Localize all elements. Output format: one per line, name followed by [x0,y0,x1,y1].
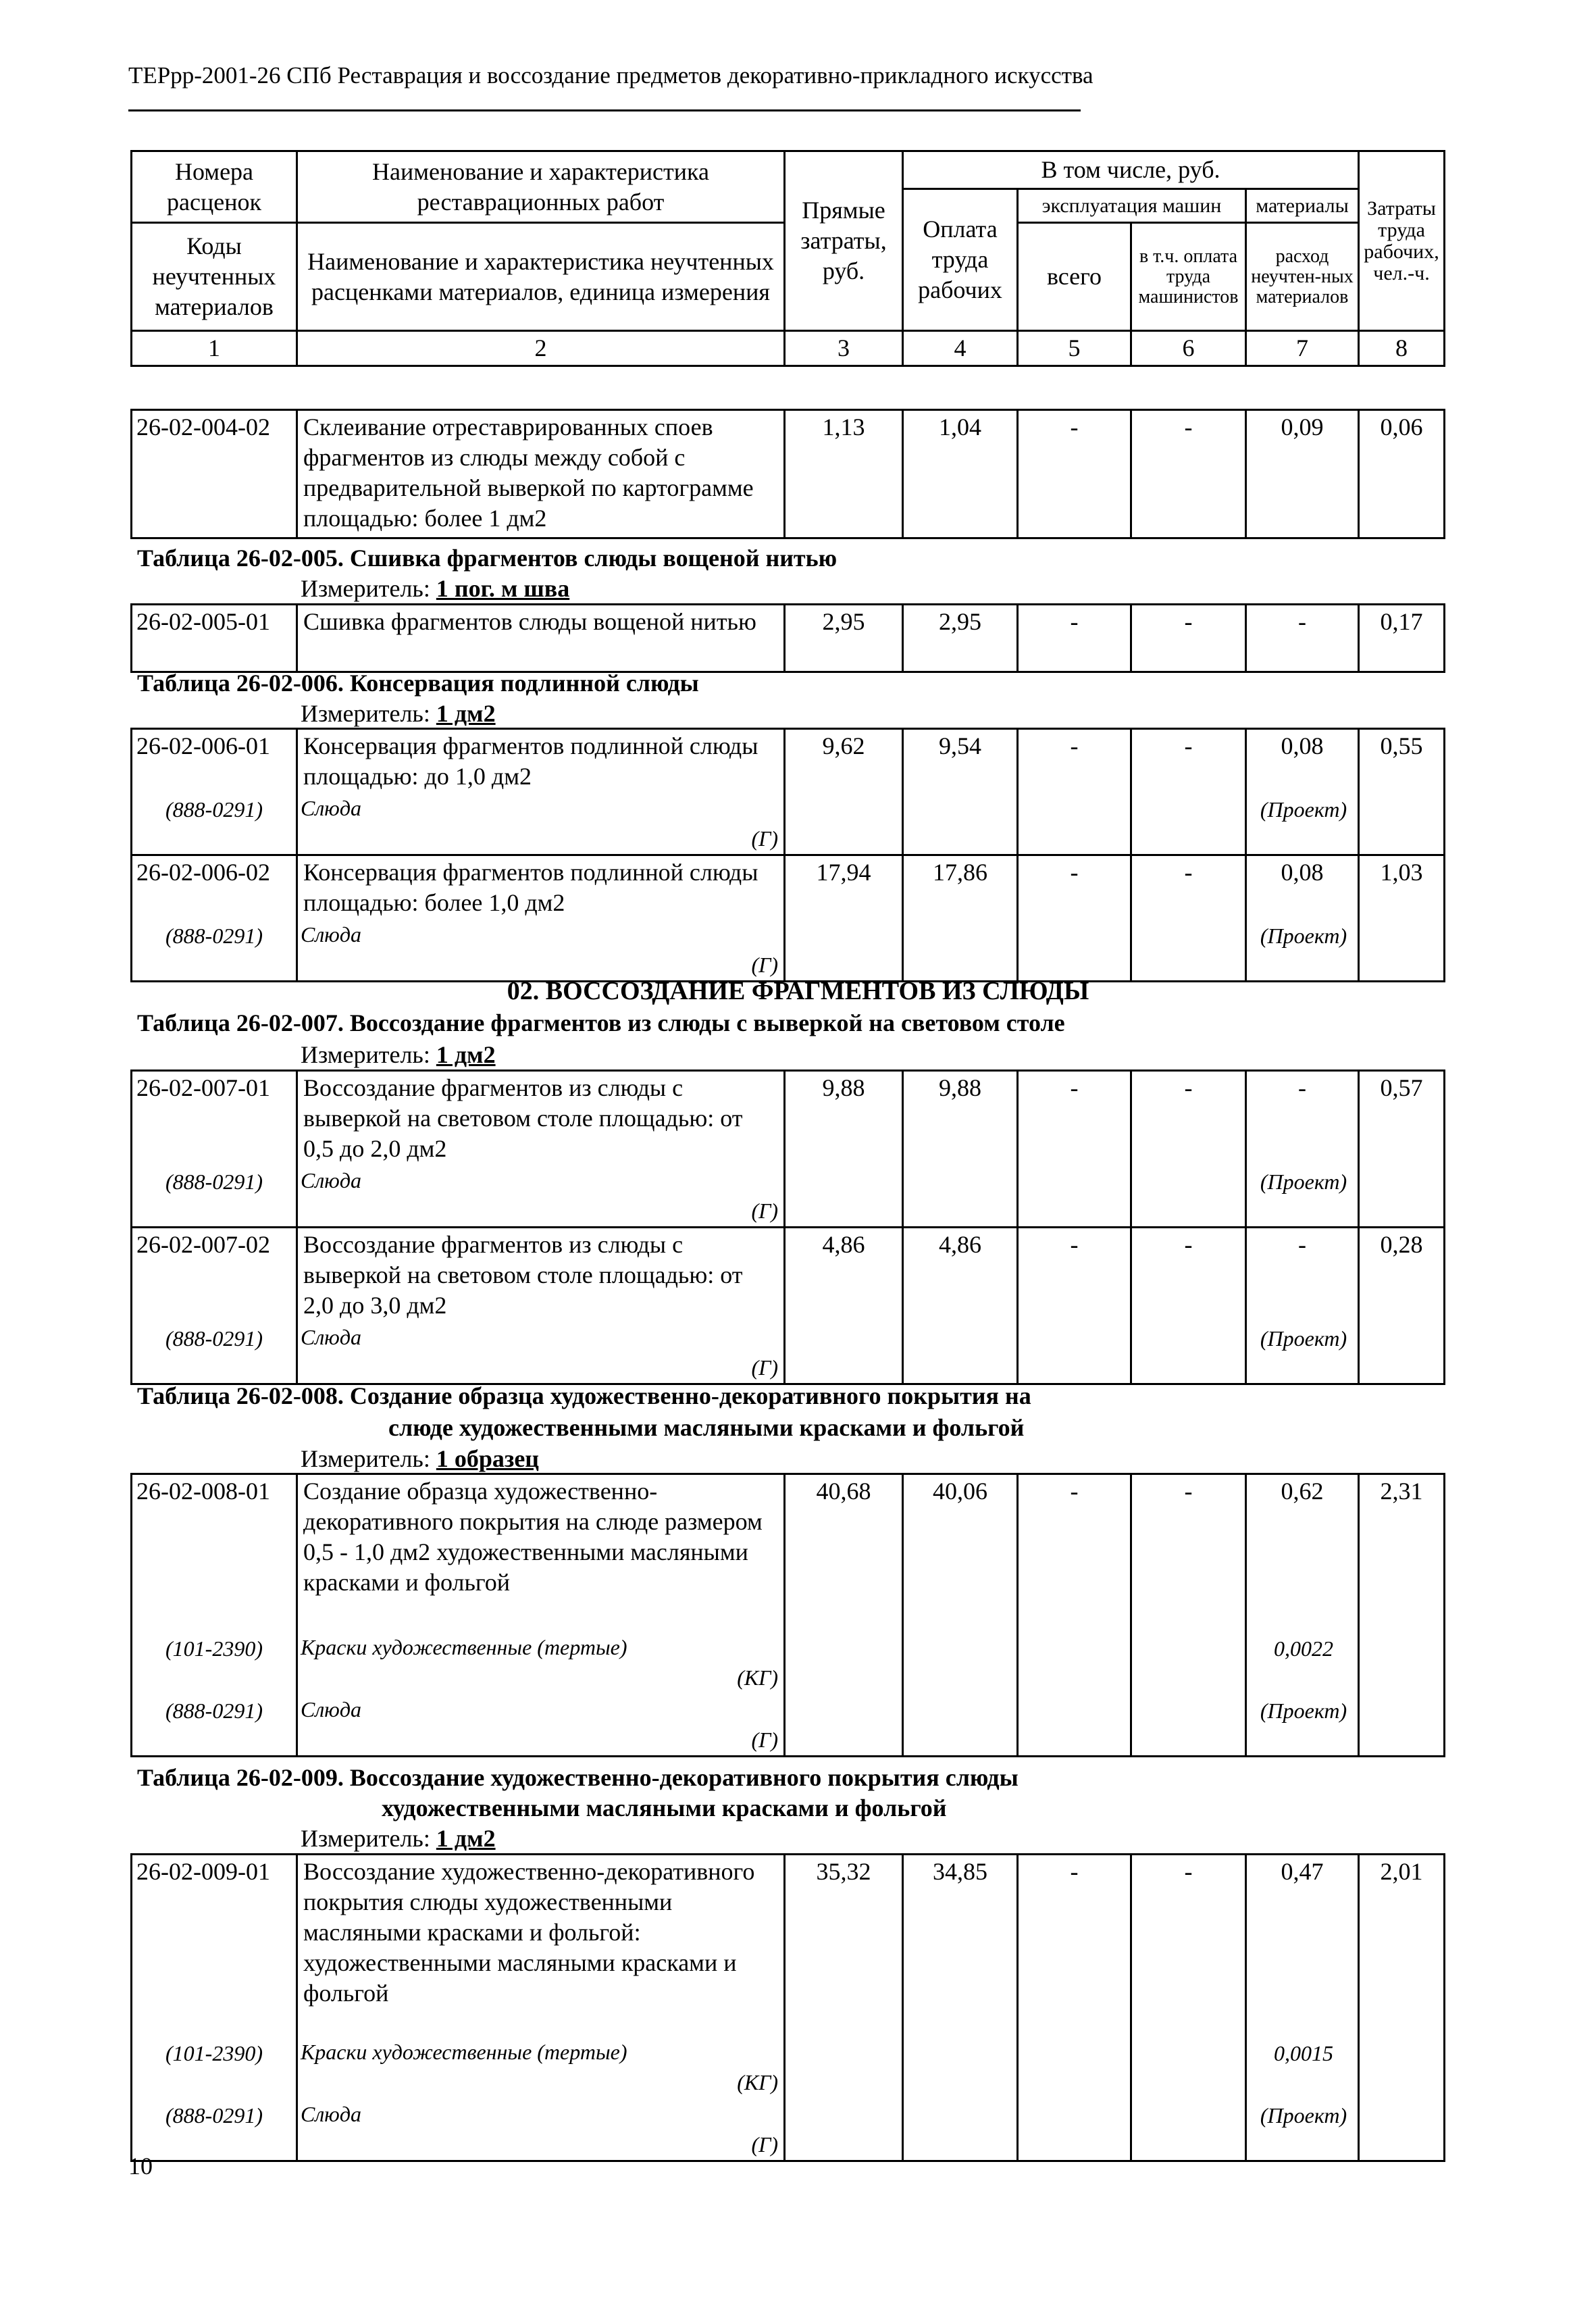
material-unit: (КГ) [737,2069,778,2094]
measure-006: Измеритель: 1 дм2 [301,700,496,727]
table-row [132,605,1445,672]
material-row [132,1165,1445,1228]
machines-header: эксплуатация машин [1018,189,1246,223]
rate-name: Воссоздание фрагментов из слюды с выверкой на световом столе площадью: от 2,0 до 3,0 дм2 [297,1228,785,1323]
material-code: (101-2390) [132,2037,297,2099]
labor-pay: 17,86 [903,855,1018,920]
machinists-pay: - [1131,1228,1246,1323]
material-code: (888-0291) [132,2099,297,2161]
col-number-6: 6 [1131,331,1246,366]
machines-total: - [1018,1071,1131,1166]
rate-name: Воссоздание художественно-декоративного покрытия слюды художественными масляными красками и фольгой: художественными масляными красками и фольгой [297,1855,785,2037]
material-unit: (Г) [751,826,778,851]
table-26-02-006 [130,728,1445,982]
page-number: 10 [128,2153,153,2180]
material-code: (888-0291) [132,1322,297,1384]
rate-code: 26-02-006-01 [132,729,297,794]
table-26-02-009 [130,1853,1445,2162]
measure-007: Измеритель: 1 дм2 [301,1041,496,1068]
incl-header: В том числе, руб. [903,151,1359,189]
table-title-007: Таблица 26-02-007. Воссоздание фрагментов из слюды с выверкой на световом столе [137,1009,1065,1036]
table-title-009: Таблица 26-02-009. Воссоздание художественно-декоративного покрытия слюды [137,1764,1019,1791]
table-row [132,1071,1445,1166]
material-quantity: (Проект) [1246,1694,1359,1757]
measure-008: Измеритель: 1 образец [301,1445,540,1472]
machinists-pay: - [1131,855,1246,920]
machinists-pay: - [1131,729,1246,794]
material-quantity: (Проект) [1246,2099,1359,2161]
material-name: Слюда [301,1696,362,1721]
material-row [132,1322,1445,1384]
col2-bottom-header: Наименование и характеристика неучтенных расценками материалов, единица измерения [297,223,785,331]
labor-pay: 34,85 [903,1855,1018,2037]
table-row [132,729,1445,794]
materials-cost: - [1246,1071,1359,1166]
labor-hours: 1,03 [1359,855,1445,920]
machines-total: - [1018,1228,1131,1323]
material-name: Краски художественные (тертые) [301,2039,627,2064]
labor-hours: 0,57 [1359,1071,1445,1166]
material-name: Слюда [301,1168,362,1192]
rate-code: 26-02-005-01 [132,605,297,672]
material-name: Слюда [301,796,362,820]
direct-cost: 40,68 [785,1474,903,1632]
materials-cost: 0,08 [1246,855,1359,920]
material-code: (888-0291) [132,920,297,982]
col3-header: Прямые затраты, руб. [785,151,903,331]
direct-cost: 4,86 [785,1228,903,1323]
direct-cost: 9,88 [785,1071,903,1166]
rate-name: Сшивка фрагментов слюды вощеной нитью [297,605,785,672]
materials-cost: 0,08 [1246,729,1359,794]
material-unit: (Г) [751,1199,778,1223]
rate-name: Воссоздание фрагментов из слюды с выверкой на световом столе площадью: от 0,5 до 2,0 дм2 [297,1071,785,1166]
rate-name: Консервация фрагментов подлинной слюды площадью: до 1,0 дм2 [297,729,785,794]
table-title-008-line2: слюде художественными масляными красками и фольгой [388,1414,1025,1441]
measure-009: Измеритель: 1 дм2 [301,1825,496,1852]
material-name: Краски художественные (тертые) [301,1634,627,1659]
direct-cost: 1,13 [785,410,903,538]
direct-cost: 9,62 [785,729,903,794]
col1-bottom-header: Коды неучтенных материалов [132,223,297,331]
materials-cost: - [1246,1228,1359,1323]
rate-code: 26-02-008-01 [132,1474,297,1632]
col-number-3: 3 [785,331,903,366]
rate-code: 26-02-006-02 [132,855,297,920]
labor-hours: 0,55 [1359,729,1445,794]
material-row [132,793,1445,855]
col-number-4: 4 [903,331,1018,366]
table-row [132,1474,1445,1632]
machines-total: - [1018,1855,1131,2037]
materials-cost: 0,47 [1246,1855,1359,2037]
col1-top-header: Номера расценок [132,151,297,223]
material-quantity: 0,0015 [1246,2037,1359,2099]
machines-total: - [1018,410,1131,538]
material-code: (888-0291) [132,793,297,855]
table-26-02-004 [130,409,1445,539]
col2-top-header: Наименование и характеристика реставрационных работ [297,151,785,223]
material-unit: (Г) [751,953,778,977]
table-26-02-008 [130,1473,1445,1757]
table-title-009-line2: художественными масляными красками и фольгой [382,1794,947,1821]
rate-name: Консервация фрагментов подлинной слюды площадью: более 1,0 дм2 [297,855,785,920]
direct-cost: 2,95 [785,605,903,672]
col-number-8: 8 [1359,331,1445,366]
col8-header: Затраты труда рабочих, чел.-ч. [1359,151,1445,331]
material-code: (101-2390) [132,1632,297,1694]
material-name: Слюда [301,922,362,947]
materials-header: материалы [1246,189,1359,223]
material-unit: (Г) [751,1727,778,1752]
header-rule [128,109,1081,111]
machinists-pay: - [1131,605,1246,672]
machinists-pay: - [1131,410,1246,538]
col-number-7: 7 [1246,331,1359,366]
labor-hours: 2,31 [1359,1474,1445,1632]
rate-code: 26-02-009-01 [132,1855,297,2037]
material-unit: (Г) [751,2132,778,2157]
table-title-005: Таблица 26-02-005. Сшивка фрагментов слюды вощеной нитью [137,545,838,572]
material-code: (888-0291) [132,1694,297,1757]
labor-hours: 0,28 [1359,1228,1445,1323]
labor-pay: 9,54 [903,729,1018,794]
table-26-02-005 [130,603,1445,673]
direct-cost: 17,94 [785,855,903,920]
table-row [132,410,1445,538]
material-code: (888-0291) [132,1165,297,1228]
rate-name: Создание образца художественно-декоративного покрытия на слюде размером 0,5 - 1,0 дм2 художественными масляными красками и фольгой [297,1474,785,1632]
material-name: Слюда [301,2101,362,2126]
material-unit: (КГ) [737,1665,778,1690]
labor-hours: 0,06 [1359,410,1445,538]
direct-cost: 35,32 [785,1855,903,2037]
material-row [132,920,1445,982]
col-number-2: 2 [297,331,785,366]
material-quantity: (Проект) [1246,920,1359,982]
material-row [132,1632,1445,1694]
section-title-02: 02. ВОССОЗДАНИЕ ФРАГМЕНТОВ ИЗ СЛЮДЫ [507,977,1089,1005]
labor-hours: 2,01 [1359,1855,1445,2037]
machines-total: - [1018,605,1131,672]
measure-005: Измеритель: 1 пог. м шва [301,575,570,602]
rate-code: 26-02-004-02 [132,410,297,538]
material-quantity: (Проект) [1246,1322,1359,1384]
material-row [132,2099,1445,2161]
col-number-5: 5 [1018,331,1131,366]
material-row [132,2037,1445,2099]
labor-pay: 4,86 [903,1228,1018,1323]
col6-header: в т.ч. оплата труда машинистов [1131,223,1246,331]
machines-total: - [1018,855,1131,920]
table-row [132,855,1445,920]
labor-pay: 40,06 [903,1474,1018,1632]
labor-pay: 9,88 [903,1071,1018,1166]
machinists-pay: - [1131,1071,1246,1166]
col5-header: всего [1018,223,1131,331]
col4-header: Оплата труда рабочих [903,189,1018,331]
table-row [132,1228,1445,1323]
rate-name: Склеивание отреставрированных споев фрагментов из слюды между собой с предварительной выверкой по картограмме площадью: более 1 дм2 [297,410,785,538]
rate-code: 26-02-007-02 [132,1228,297,1323]
materials-cost: 0,62 [1246,1474,1359,1632]
material-quantity: (Проект) [1246,793,1359,855]
machinists-pay: - [1131,1855,1246,2037]
table-26-02-007 [130,1070,1445,1385]
machines-total: - [1018,1474,1131,1632]
labor-pay: 1,04 [903,410,1018,538]
col7-header: расход неучтен-ных материалов [1246,223,1359,331]
col-number-1: 1 [132,331,297,366]
table-row [132,1855,1445,2037]
rate-code: 26-02-007-01 [132,1071,297,1166]
table-title-006: Таблица 26-02-006. Консервация подлинной слюды [137,670,699,697]
column-header-table [130,150,1445,367]
labor-hours: 0,17 [1359,605,1445,672]
machines-total: - [1018,729,1131,794]
materials-cost: - [1246,605,1359,672]
material-name: Слюда [301,1325,362,1349]
page-header: ТЕРрр-2001-26 СПб Реставрация и воссоздание предметов декоративно-прикладного искусства [128,62,1093,89]
material-quantity: 0,0022 [1246,1632,1359,1694]
materials-cost: 0,09 [1246,410,1359,538]
material-quantity: (Проект) [1246,1165,1359,1228]
material-unit: (Г) [751,1355,778,1380]
material-row [132,1694,1445,1757]
table-title-008: Таблица 26-02-008. Создание образца художественно-декоративного покрытия на [137,1382,1031,1409]
labor-pay: 2,95 [903,605,1018,672]
machinists-pay: - [1131,1474,1246,1632]
